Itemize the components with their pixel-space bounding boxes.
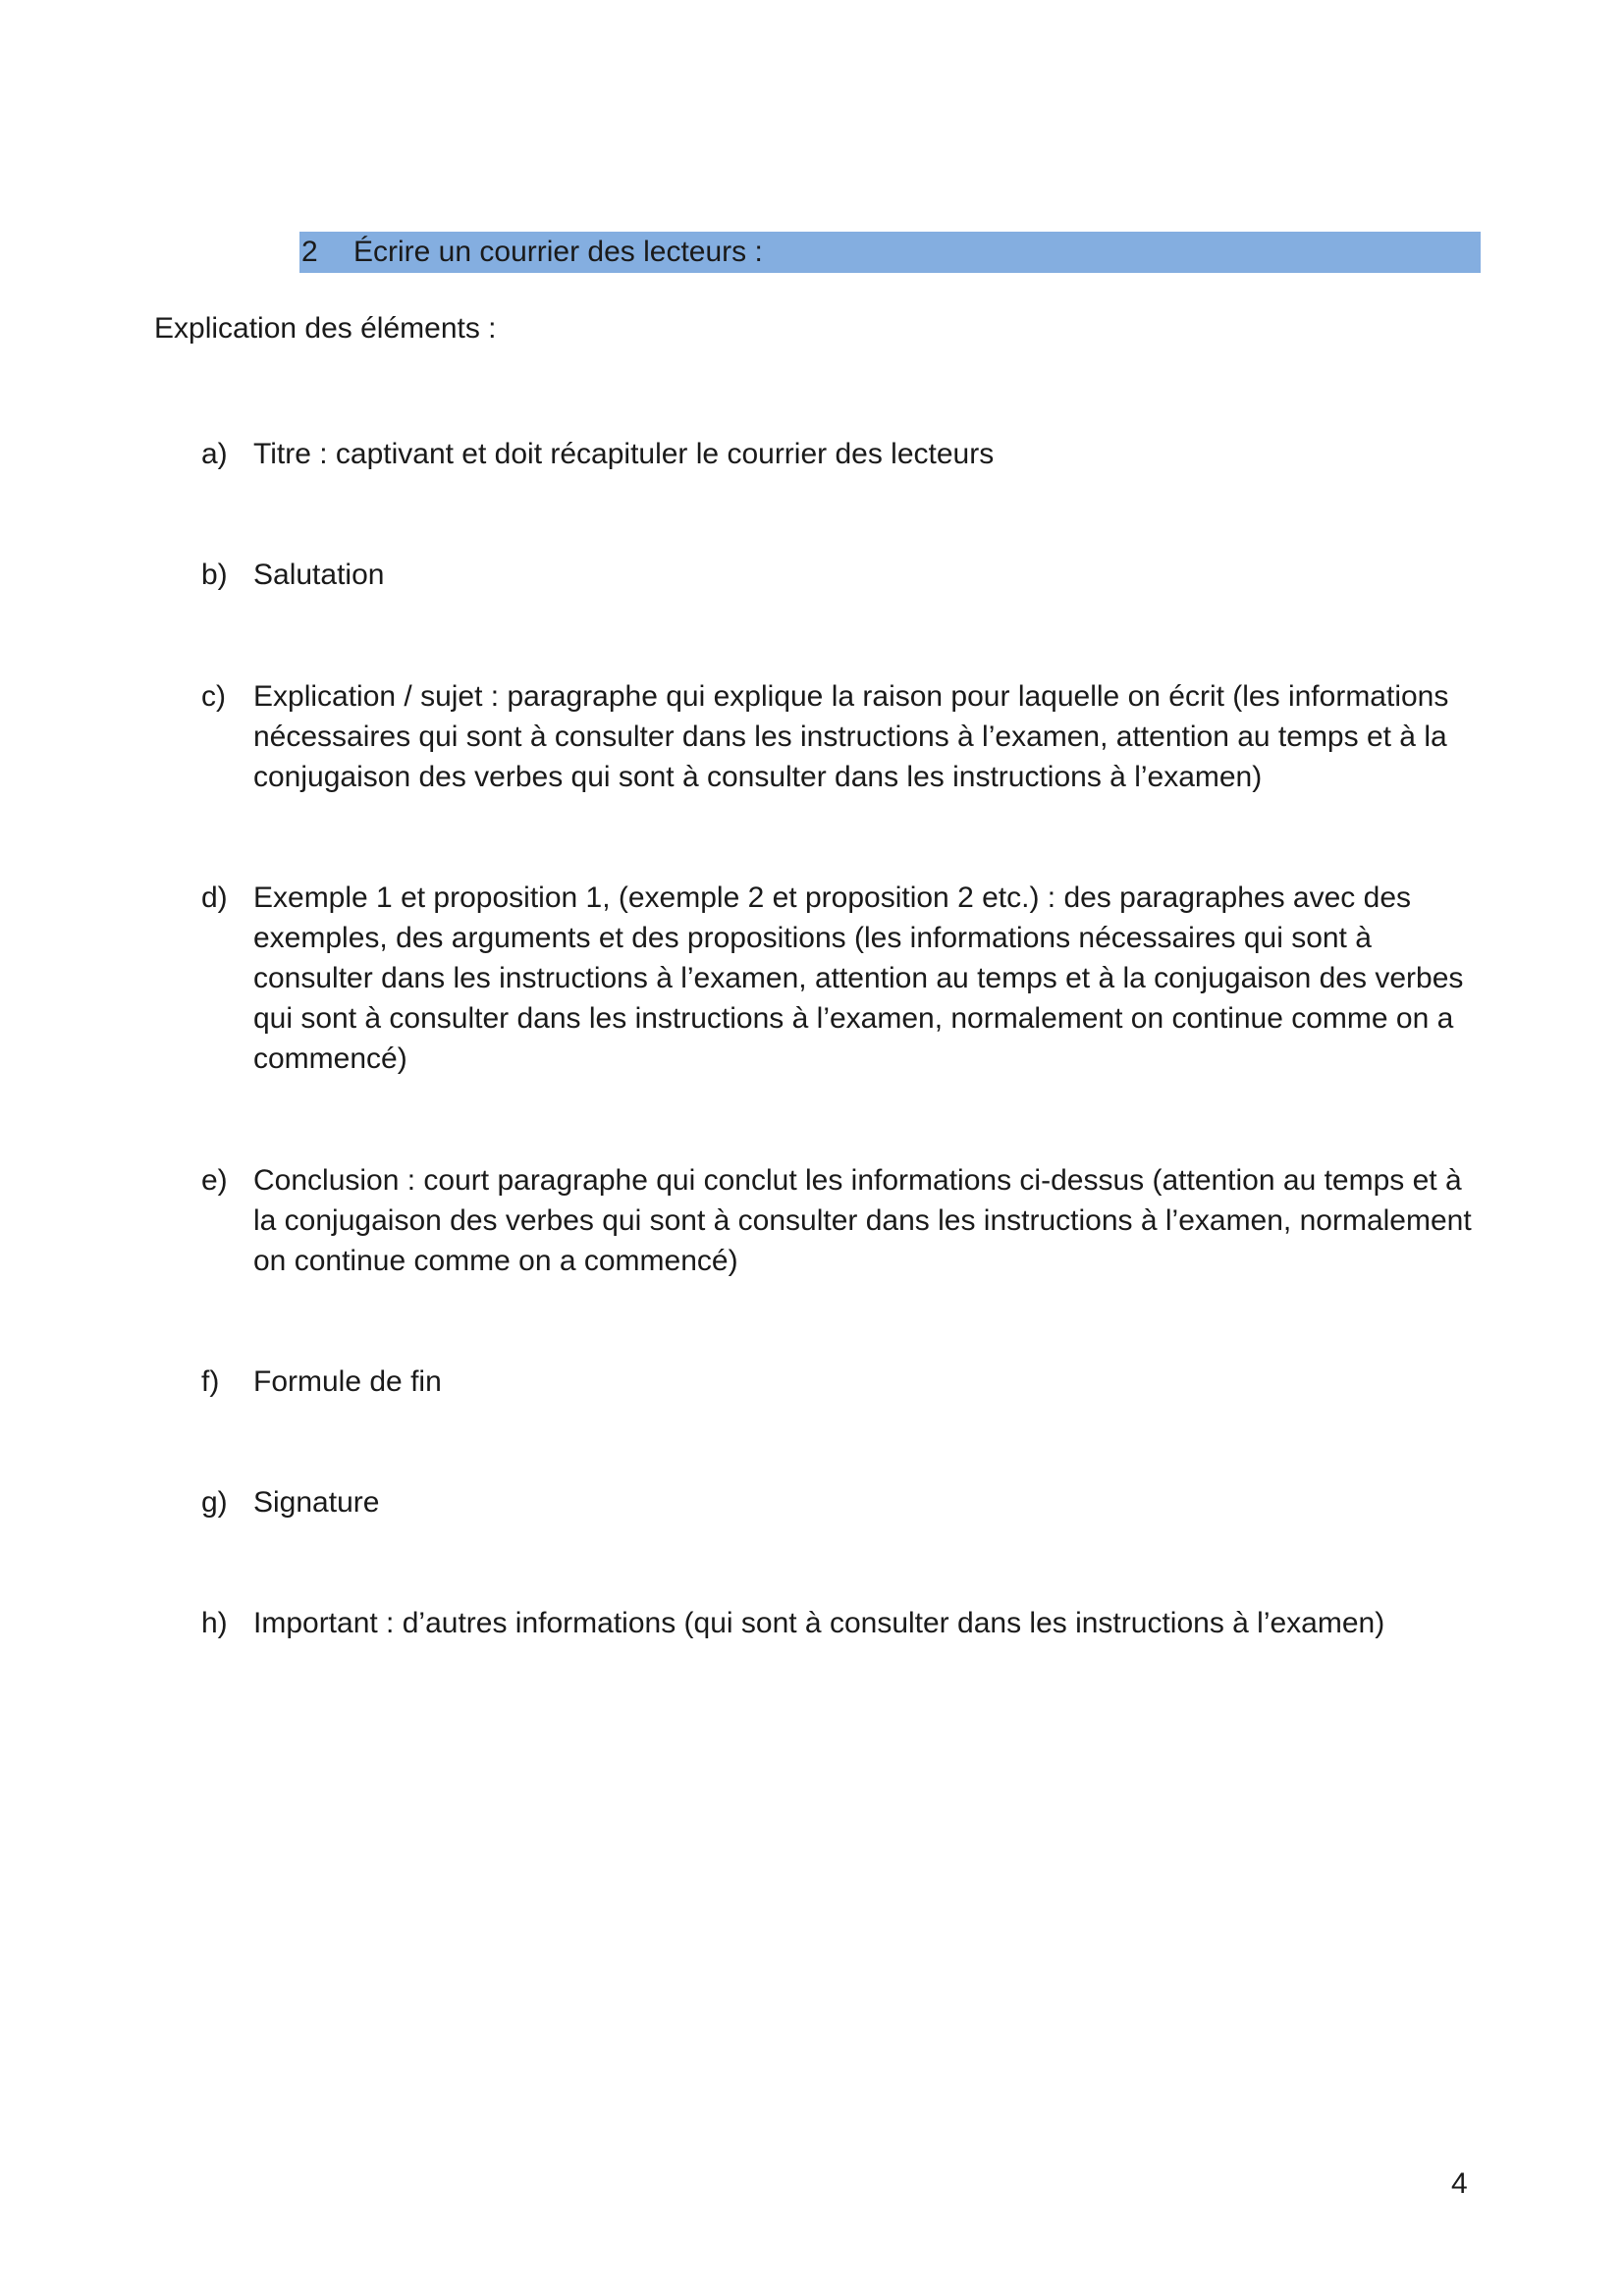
list-item [201, 1160, 1488, 1281]
list-item [201, 1482, 1488, 1522]
list-item-letter: a) [201, 438, 228, 470]
list-item-text: Exemple 1 et proposition 1, (exemple 2 et proposition 2 etc.) : des paragraphes avec des exemples, des arguments et des propositions (les informations nécessaires qui sont à consulter dans les instructions à l’examen, attention au temps et à la conjugaison des verbes qui sont à consulter dans les instructions à l’examen, normalement on continue comme on a commencé) [253, 881, 1464, 1075]
list-item-text: Important : d’autres informations (qui sont à consulter dans les instructions à l’examen) [253, 1607, 1385, 1639]
list-item-letter: g) [201, 1486, 228, 1519]
list-item-text: Formule de fin [253, 1365, 442, 1398]
list-item-letter: d) [201, 881, 228, 914]
list-item [201, 434, 1488, 474]
list-item-text: Salutation [253, 559, 385, 591]
list-item-letter: f) [201, 1365, 220, 1398]
list-item [201, 1603, 1488, 1643]
list-item [201, 676, 1488, 797]
list-item [201, 878, 1488, 1079]
list-item-text: Explication / sujet : paragraphe qui explique la raison pour laquelle on écrit (les informations nécessaires qui sont à consulter dans les instructions à l’examen, attention au temps et à la conjugaison des verbes qui sont à consulter dans les instructions à l’examen) [253, 680, 1449, 793]
list-item [201, 1362, 1488, 1402]
list-item-text: Titre : captivant et doit récapituler le courrier des lecteurs [253, 438, 995, 470]
list-item-letter: c) [201, 680, 226, 713]
section-title: Écrire un courrier des lecteurs : [353, 236, 763, 268]
list-item-letter: h) [201, 1607, 228, 1639]
section-heading [299, 232, 1481, 273]
list-item-text: Conclusion : court paragraphe qui conclut les informations ci-dessus (attention au temps et à la conjugaison des verbes qui sont à consulter dans les instructions à l’examen, normalement on continue comme on a commencé) [253, 1164, 1472, 1277]
intro-text: Explication des éléments : [154, 312, 497, 345]
page-number: 4 [1451, 2167, 1468, 2200]
list-item-text: Signature [253, 1486, 380, 1519]
list-item-letter: b) [201, 559, 228, 591]
section-number: 2 [301, 236, 318, 268]
list-item-letter: e) [201, 1164, 228, 1197]
list-item [201, 555, 1488, 595]
